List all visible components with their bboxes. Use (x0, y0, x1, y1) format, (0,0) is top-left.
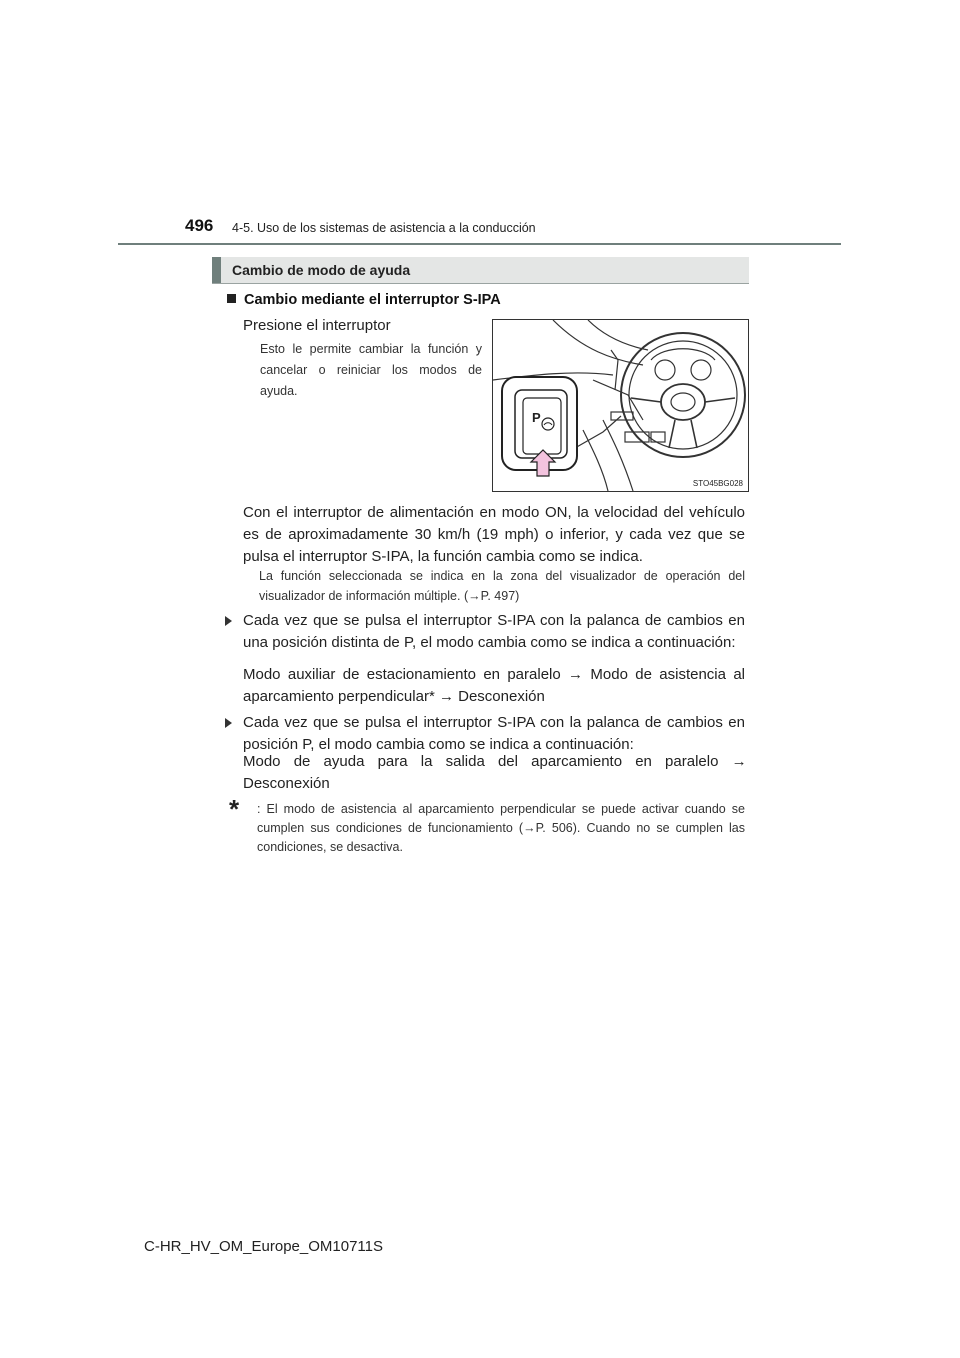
bullet-item-2 (225, 712, 745, 756)
triangle-bullet-icon (225, 616, 232, 626)
main-note: La función seleccionada se indica en la zona del visualizador de operación del visualizador de información múltiple. (→P. 497) (259, 569, 745, 603)
section-heading-bar (212, 257, 749, 284)
main-paragraph: Con el interruptor de alimentación en modo ON, la velocidad del vehículo es de aproximadamente 30 km/h (19 mph) o inferior, y cada vez que se pulsa el interruptor S-IPA, la función cambia como se indica. (243, 504, 745, 565)
page-number: 496 (185, 216, 214, 235)
dashboard-illustration (493, 320, 748, 491)
figure-code: STO45BG028 (692, 479, 743, 488)
section-accent (212, 257, 221, 283)
header-divider (118, 243, 841, 245)
subsection-title: Cambio mediante el interruptor S-IPA (244, 292, 501, 308)
bullet-text-2: Cada vez que se pulsa el interruptor S-IPA con la palanca de cambios en posición P, el modo cambia como se indica a continuación: (243, 714, 745, 753)
footnote (229, 794, 745, 857)
mode-sequence-1: Modo auxiliar de estacionamiento en paralelo → Modo de asistencia al aparcamiento perpendicular* → Desconexión (243, 666, 745, 705)
footnote-asterisk: * (229, 794, 240, 824)
section-title: Cambio de modo de ayuda (232, 262, 411, 278)
subsection-heading (227, 292, 501, 308)
footnote-text: : El modo de asistencia al aparcamiento perpendicular se puede activar cuando se cumplen sus condiciones de funcionamiento (→P. 506). Cuando no se cumplen las condiciones, se desactiva. (257, 802, 745, 854)
chapter-title: 4-5. Uso de los sistemas de asistencia a la conducción (232, 221, 536, 235)
press-note: Esto le permite cambiar la función y cancelar o reiniciar los modos de ayuda. (260, 342, 482, 398)
switch-label: P (532, 410, 541, 425)
bullet-item-1 (225, 610, 745, 654)
triangle-bullet-icon (225, 718, 232, 728)
document-code: C-HR_HV_OM_Europe_OM10711S (144, 1238, 383, 1255)
bullet-text-1: Cada vez que se pulsa el interruptor S-IPA con la palanca de cambios en una posición distinta de P, el modo cambia como se indica a continuación: (243, 612, 745, 651)
mode-sequence-2: Modo de ayuda para la salida del aparcamiento en paralelo → Desconexión (243, 753, 747, 792)
square-bullet-icon (227, 294, 236, 303)
press-instruction: Presione el interruptor (243, 317, 391, 334)
s-ipa-switch-figure (492, 319, 749, 492)
